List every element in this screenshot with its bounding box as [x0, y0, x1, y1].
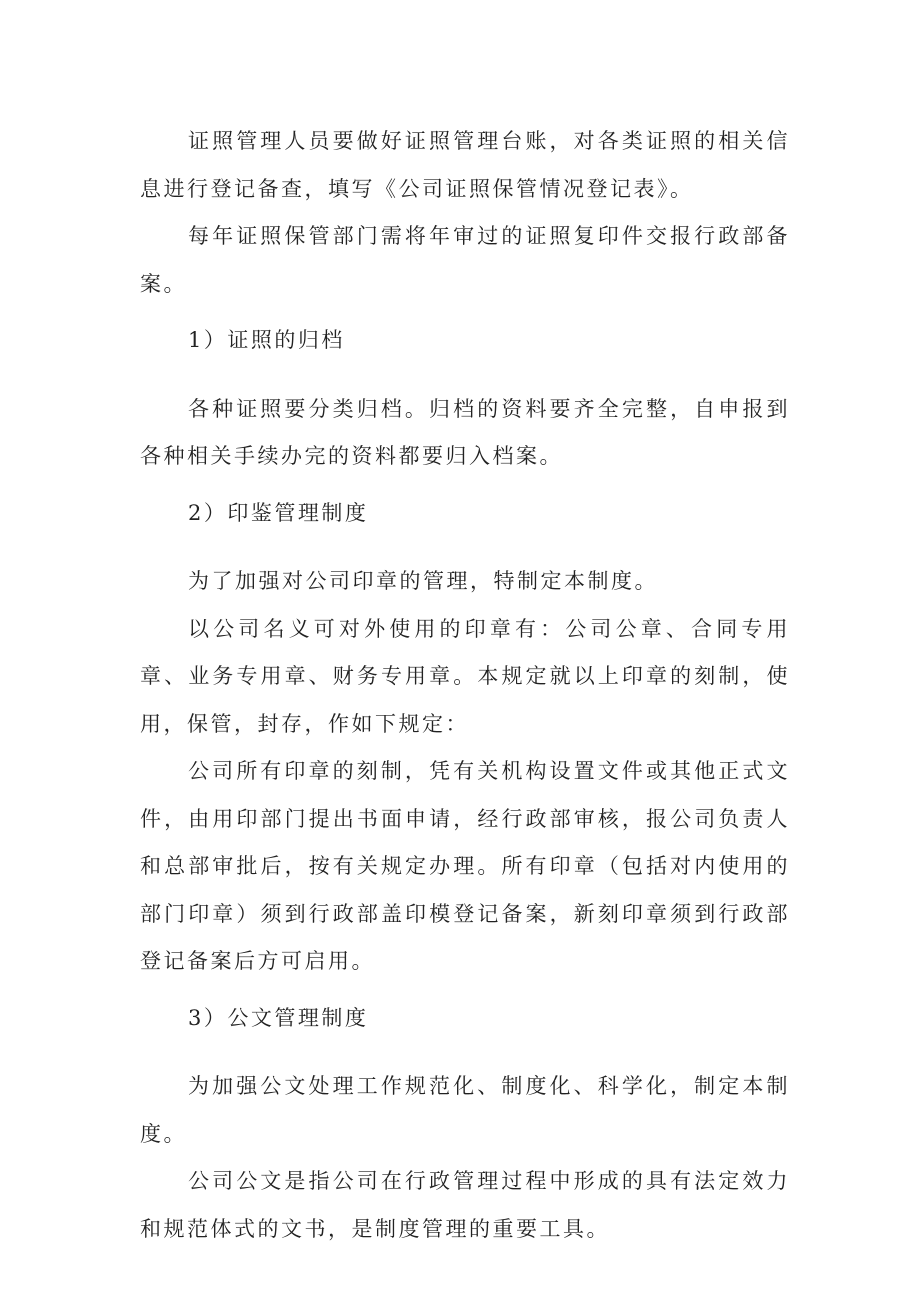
paragraph-license-ledger: 证照管理人员要做好证照管理台账，对各类证照的相关信息进行登记备查，填写《公司证照保管情况登记表》。 [140, 129, 790, 201]
paragraph-annual-review-copies: 每年证照保管部门需将年审过的证照复印件交报行政部备案。 [140, 224, 790, 296]
paragraph-seal-purpose: 为了加强对公司印章的管理，特制定本制度。 [188, 569, 658, 593]
section-heading-license-archiving: 1）证照的归档 [188, 328, 345, 352]
document-body [140, 118, 790, 1253]
section-heading-seal-management: 2）印鉴管理制度 [188, 500, 369, 525]
paragraph-archiving-rules: 各种证照要分类归档。归档的资料要齐全完整，自申报到各种相关手续办完的资料都要归入档案。 [140, 396, 790, 468]
paragraph-seal-types: 以公司名义可对外使用的印章有：公司公章、合同专用章、业务专用章、财务专用章。本规定就以上印章的刻制，使用，保管，封存，作如下规定： [140, 616, 790, 736]
paragraph-document-definition: 公司公文是指公司在行政管理过程中形成的具有法定效力和规范体式的文书，是制度管理的重要工具。 [140, 1169, 790, 1241]
paragraph-seal-engraving: 公司所有印章的刻制，凭有关机构设置文件或其他正式文件，由用印部门提出书面申请，经行政部审核，报公司负责人和总部审批后，按有关规定办理。所有印章（包括对内使用的部门印章）须到行政部盖印模登记备案，新刻印章须到行政部登记备案后方可启用。 [140, 759, 790, 973]
paragraph-document-purpose: 为加强公文处理工作规范化、制度化、科学化，制定本制度。 [140, 1074, 790, 1146]
section-heading-document-management: 3）公文管理制度 [188, 1005, 369, 1030]
